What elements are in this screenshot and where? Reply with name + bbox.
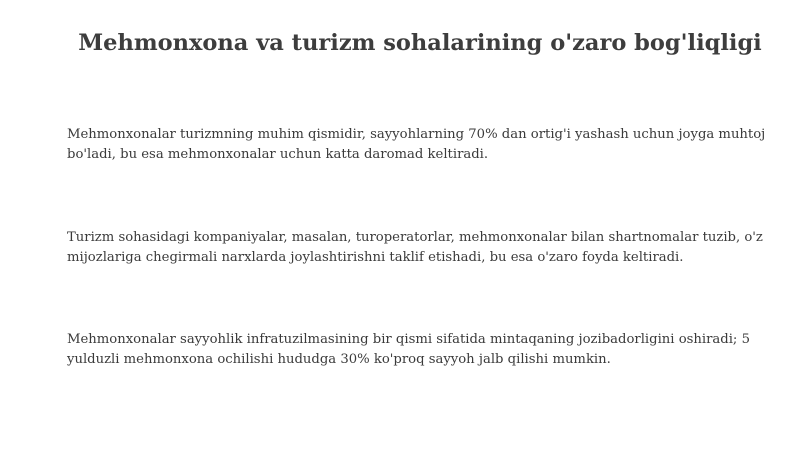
slide-title: Mehmonxona va turizm sohalarining o'zaro bog'liqligi (78, 30, 762, 56)
paragraph-regional-attractiveness: Mehmonxonalar sayyohlik infratuzilmasining bir qismi sifatida mintaqaning jozibadorligini oshiradi; 5 yulduzli mehmonxona ochilishi hududga 30% ko'proq sayyoh jalb qilishi mumkin. (67, 332, 750, 367)
paragraph-tour-operator-contracts: Turizm sohasidagi kompaniyalar, masalan, turoperatorlar, mehmonxonalar bilan shartnomalar tuzib, o'z mijozlariga chegirmali narxlarda joylashtirishni taklif etishadi, bu esa o'zaro foyda keltiradi. (67, 230, 763, 265)
paragraph-hotels-tourism-share: Mehmonxonalar turizmning muhim qismidir, sayyohlarning 70% dan ortig'i yashash uchun joyga muhtoj bo'ladi, bu esa mehmonxonalar uchun katta daromad keltiradi. (67, 127, 766, 162)
